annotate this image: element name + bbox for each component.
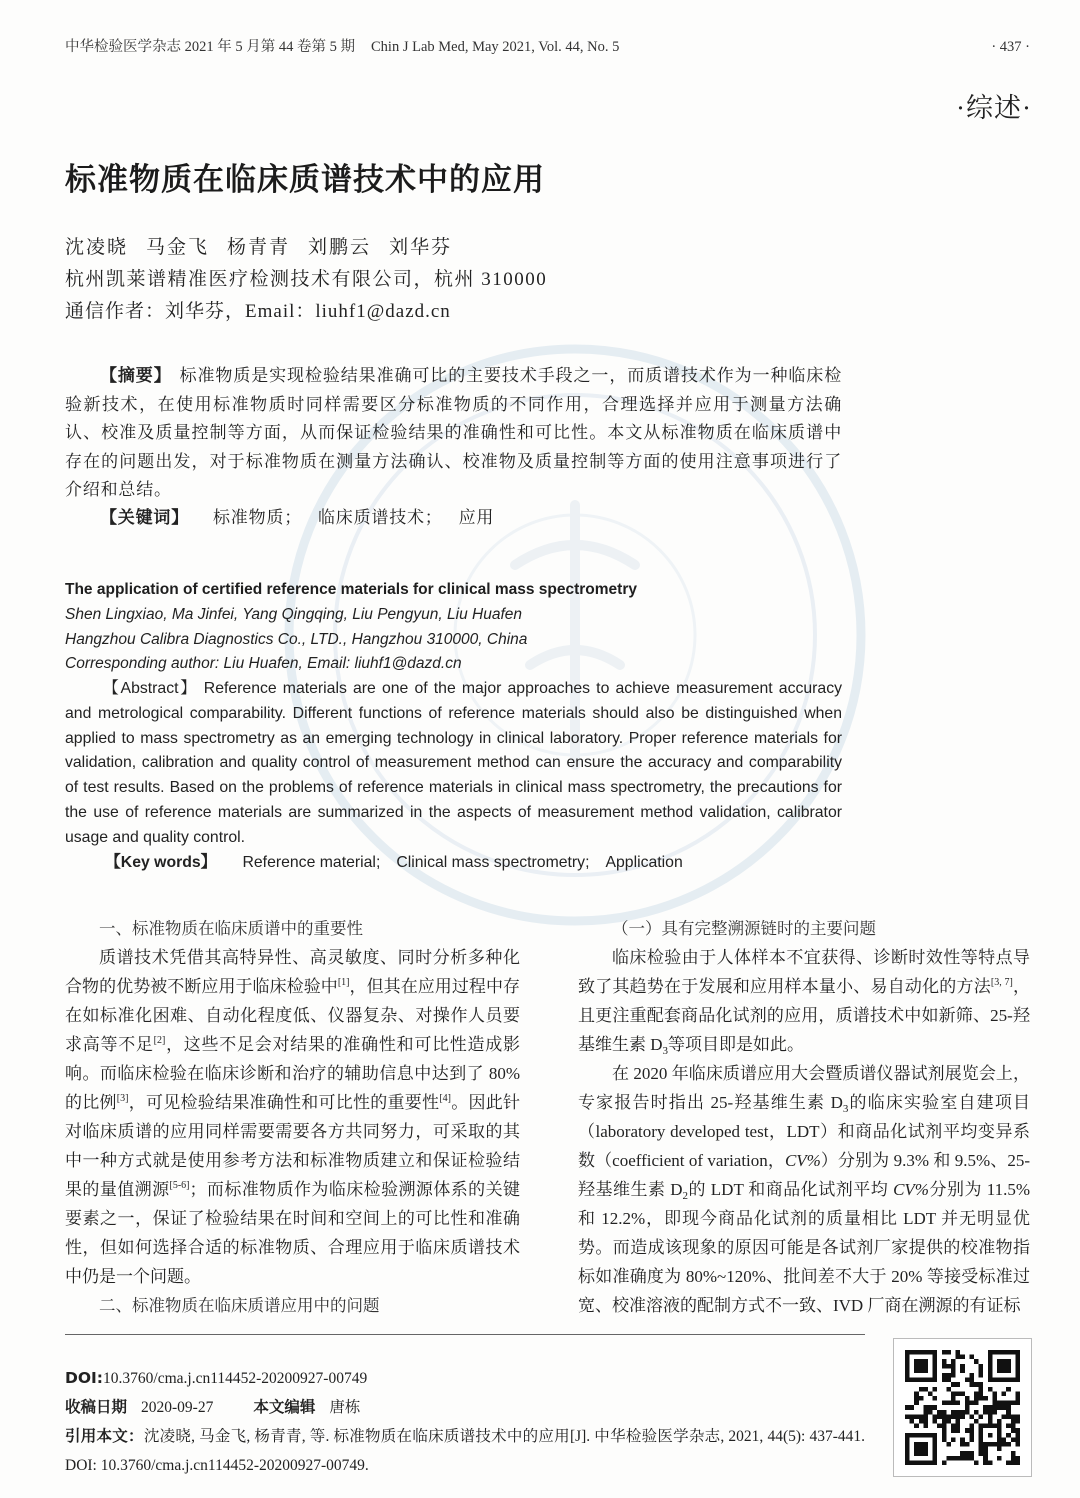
doi-value: 10.3760/cma.j.cn114452-20200927-00749 — [103, 1370, 368, 1387]
corresponding-author: 通信作者：刘华芬，Email：liuhf1@dazd.cn — [65, 301, 451, 322]
section-heading — [65, 1291, 520, 1320]
subscript: 3 — [842, 1103, 849, 1115]
abstract-en-label: 【Abstract】 — [103, 680, 198, 697]
text-run: ；而标准物质作为临床检验溯源体系的关键要素之一，保证了检验结果在时间和空间上的可比性和准确性，但如何选择合适的标准物质、合理应用于临床质谱技术中仍是一个问题。 — [65, 1180, 520, 1286]
text-run: 质谱技术凭借其高特异性、高灵敏度、同时分析多种化合物的优势被不断应用于临床检验中 — [65, 948, 520, 996]
text-run: （一）具有完整溯源链时的主要问题 — [612, 919, 876, 938]
text-run: ，且更注重配套商品化试剂的应用，质谱技术中如新筛、25-羟基维生素 D — [578, 977, 1031, 1054]
article-title: 标准物质在临床质谱技术中的应用 — [65, 162, 545, 198]
abstract-en — [65, 677, 842, 851]
citation-superscript: [3, 7] — [990, 977, 1013, 988]
subscript: 2 — [682, 1190, 689, 1202]
english-affiliation: Hangzhou Calibra Diagnostics Co., LTD., Hangzhou 310000, China — [65, 630, 528, 648]
abstract-label: 【摘要】 — [100, 366, 172, 386]
citation-label: 引用本文： — [65, 1427, 144, 1445]
keyword: 临床质谱技术； — [318, 508, 443, 527]
keywords-cn — [100, 504, 494, 533]
column-label: ·综述· — [956, 93, 1032, 123]
doi-line — [65, 1364, 865, 1393]
editor-name: 唐栋 — [329, 1399, 361, 1416]
keywords-label: 【关键词】 — [100, 508, 189, 528]
qr-code — [893, 1338, 1032, 1477]
text-run: 在 2020 年临床质谱应用大会暨质谱仪器试剂展览会上，专家报告时指出 25-羟基维生素 D — [578, 1064, 1030, 1112]
text-run: ，这些不足会对结果的准确性和可比性造成影响。而临床检验在临床诊断和治疗的辅助信息中达到了 80% 的比例 — [65, 1035, 521, 1112]
text-run: 等项目即是如此。 — [668, 1035, 805, 1054]
article-footer — [65, 1364, 865, 1480]
keyword-en: Application — [605, 854, 683, 871]
citation-superscript: [3] — [116, 1093, 129, 1104]
received-label: 收稿日期 — [65, 1398, 128, 1416]
received-line — [65, 1393, 865, 1422]
footer-divider — [65, 1334, 865, 1335]
text-run: ）分别为 9.3% 和 9.5%、25-羟基维生素 D — [578, 1151, 1030, 1199]
keywords-en-label: 【Key words】 — [105, 854, 217, 871]
citation-text: 沈凌晓, 马金飞, 杨青青, 等. 标准物质在临床质谱技术中的应用[J]. 中华检验医学杂志, 2021, 44(5): 437-441. DOI: 10.3760/cma.j.cn114452-20200927-00749. — [65, 1428, 865, 1474]
journal-name-en: Chin J Lab Med, May 2021, Vol. 44, No. 5 — [371, 39, 620, 55]
author-list — [65, 233, 470, 263]
section-heading — [65, 914, 520, 943]
body-paragraph — [578, 1059, 1030, 1320]
keywords-en — [105, 851, 683, 876]
qr-code-icon — [905, 1350, 1020, 1465]
abstract-text: 标准物质是实现检验结果准确可比的主要技术手段之一，而质谱技术作为一种临床检验新技术，在使用标准物质时同样需要区分标准物质的不同作用，合理选择并应用于测量方法确认、校准及质量控制等方面，从而保证检验结果的准确性和可比性。本文从标准物质在临床质谱中存在的问题出发，对于标准物质在测量方法确认、校准物及质量控制等方面的使用注意事项进行了介绍和总结。 — [65, 366, 842, 499]
text-run: 一、标准物质在临床质谱中的重要性 — [99, 919, 363, 938]
author-name: 马金飞 — [146, 237, 210, 258]
text-run: 。因此针对临床质谱的应用同样需要需要各方共同努力，可采取的其中一种方式就是使用参考方法和标准物质建立和保证检验结果的量值溯源 — [65, 1093, 521, 1199]
citation-superscript: [1] — [337, 977, 350, 988]
page-number: · 437 · — [991, 39, 1030, 55]
keyword: 标准物质； — [213, 508, 302, 527]
citation-line — [65, 1422, 865, 1480]
text-run: 分别为 11.5% 和 12.2%，即现今商品化试剂的质量相比 LDT 并无明显优势。而造成该现象的原因可能是各试剂厂家提供的校准物指标如准确度为 80%~120%、批间差不大于 20% 等接受标准过宽、校准溶液的配制方式不一致、IVD 厂商在溯源的有证标 — [578, 1180, 1030, 1315]
author-name: 杨青青 — [227, 237, 291, 258]
body-left-column — [65, 914, 520, 1320]
author-name: 刘华芬 — [389, 237, 453, 258]
author-name: 刘鹏云 — [308, 237, 372, 258]
english-title: The application of certified reference materials for clinical mass spectrometry — [65, 581, 637, 598]
abstract-cn — [65, 362, 842, 505]
affiliation: 杭州凯莱谱精准医疗检测技术有限公司，杭州 310000 — [65, 269, 548, 290]
english-corresponding-author: Corresponding author: Liu Huafen, Email: liuhf1@dazd.cn — [65, 655, 462, 673]
received-date: 2020-09-27 — [141, 1399, 214, 1416]
keyword: 应用 — [458, 508, 495, 527]
section-heading — [578, 914, 1030, 943]
journal-name-cn: 中华检验医学杂志 2021 年 5 月第 44 卷第 5 期 — [65, 39, 355, 55]
text-run: 临床检验由于人体样本不宜获得、诊断时效性等特点导致了其趋势在于发展和应用样本量小、易自动化的方法 — [578, 948, 1030, 996]
body-paragraph — [65, 943, 520, 1291]
editor-label: 本文编辑 — [253, 1398, 316, 1416]
body-right-column — [578, 914, 1030, 1320]
english-authors: Shen Lingxiao, Ma Jinfei, Yang Qingqing, Liu Pengyun, Liu Huafen — [65, 606, 522, 623]
keyword-en: Reference material; — [242, 854, 381, 871]
italic-term: CV% — [784, 1151, 821, 1170]
keyword-en: Clinical mass spectrometry; — [396, 854, 590, 871]
english-meta — [65, 603, 527, 677]
italic-term: CV% — [893, 1180, 929, 1199]
body-paragraph — [578, 943, 1030, 1059]
author-name: 沈凌晓 — [65, 237, 129, 258]
citation-superscript: [4] — [439, 1093, 451, 1104]
doi-label: DOI: — [65, 1369, 104, 1387]
abstract-en-text: Reference materials are one of the major approaches to achieve measurement accuracy and metrological comparability. Different functions of reference materials should also be distinguished when applied to mass spectrometry as an emerging technology in clinical laboratory. Proper reference materials for validation, calibration and quality control of measurement method can ensure the accuracy and comparability of test results. Based on the problems of reference materials in clinical mass spectrometry, the precautions for the use of reference materials are summarized in the aspects of measurement method validation, calibrator usage and quality control. — [65, 680, 842, 846]
subscript: 3 — [662, 1045, 669, 1057]
text-run: ，可见检验结果准确性和可比性的重要性 — [128, 1093, 440, 1112]
citation-superscript: [2] — [153, 1035, 166, 1046]
running-head — [65, 36, 619, 58]
citation-superscript: [5-6] — [169, 1180, 190, 1191]
text-run: 二、标准物质在临床质谱应用中的问题 — [99, 1296, 380, 1315]
text-run: 的 LDT 和商品化试剂平均 — [688, 1180, 894, 1199]
text-run: ，但其在应用过程中存在如标准化困难、自动化程度低、仪器复杂、对操作人员要求高等不足 — [65, 977, 521, 1054]
text-run: 的临床实验室自建项目（laboratory developed test，LDT）和商品化试剂平均变异系数（coefficient of variation， — [578, 1093, 1030, 1170]
